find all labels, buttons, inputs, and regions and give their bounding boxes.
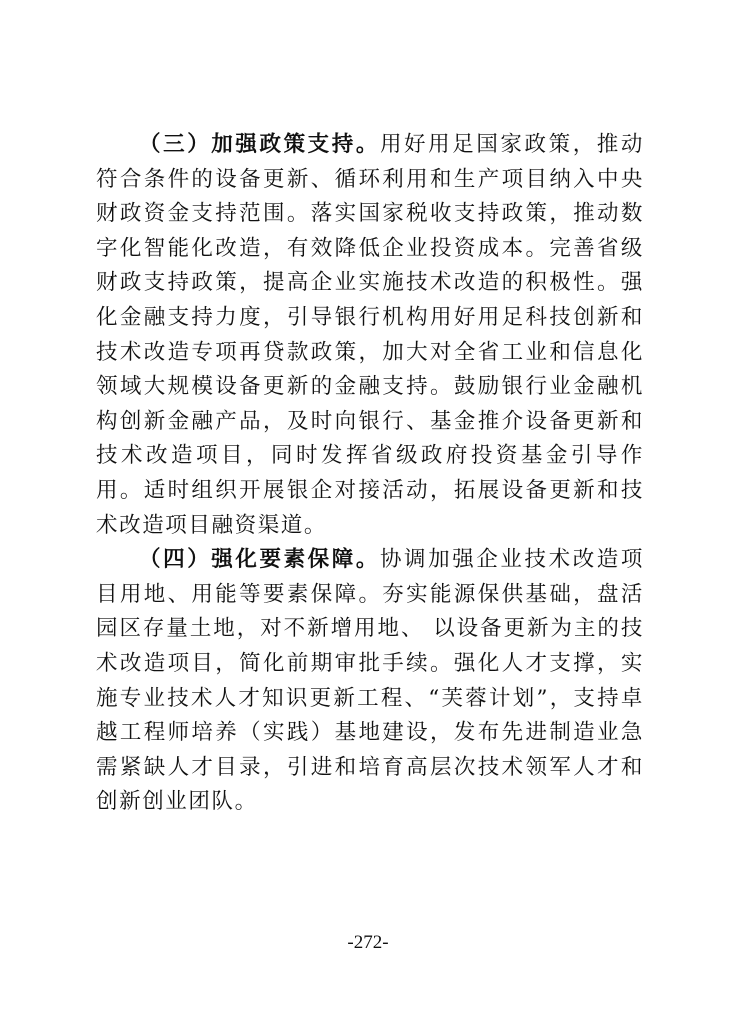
- paragraph-heading: （三）加强政策支持。: [139, 132, 380, 157]
- body-text: [96, 128, 644, 820]
- paragraph-factor-guarantee: [96, 543, 644, 820]
- paragraph-policy-support: [96, 128, 644, 543]
- paragraph-body: 用好用足国家政策，推动符合条件的设备更新、循环利用和生产项目纳入中央财政资金支持范围。落实国家税收支持政策，推动数字化智能化改造，有效降低企业投资成本。完善省级财政支持政策，提高企业实施技术改造的积极性。强化金融支持力度，引导银行机构用好用足科技创新和技术改造专项再贷款政策，加大对全省工业和信息化领域大规模设备更新的金融支持。鼓励银行业金融机构创新金融产品，及时向银行、基金推介设备更新和技术改造项目，同时发挥省级政府投资基金引导作用。适时组织开展银企对接活动，拓展设备更新和技术改造项目融资渠道。: [96, 132, 644, 538]
- paragraph-body: 协调加强企业技术改造项目用地、用能等要素保障。夯实能源保供基础，盘活园区存量土地，对不新增用地、 以设备更新为主的技术改造项目，简化前期审批手续。强化人才支撑，实施专业技术人才知识更新工程、“芙蓉计划”，支持卓越工程师培养（实践）基地建设，发布先进制造业急需紧缺人才目录，引进和培育高层次技术领军人才和创新创业团队。: [96, 547, 644, 815]
- paragraph-heading: （四）强化要素保障。: [139, 547, 380, 573]
- page-number: -272-: [347, 932, 389, 953]
